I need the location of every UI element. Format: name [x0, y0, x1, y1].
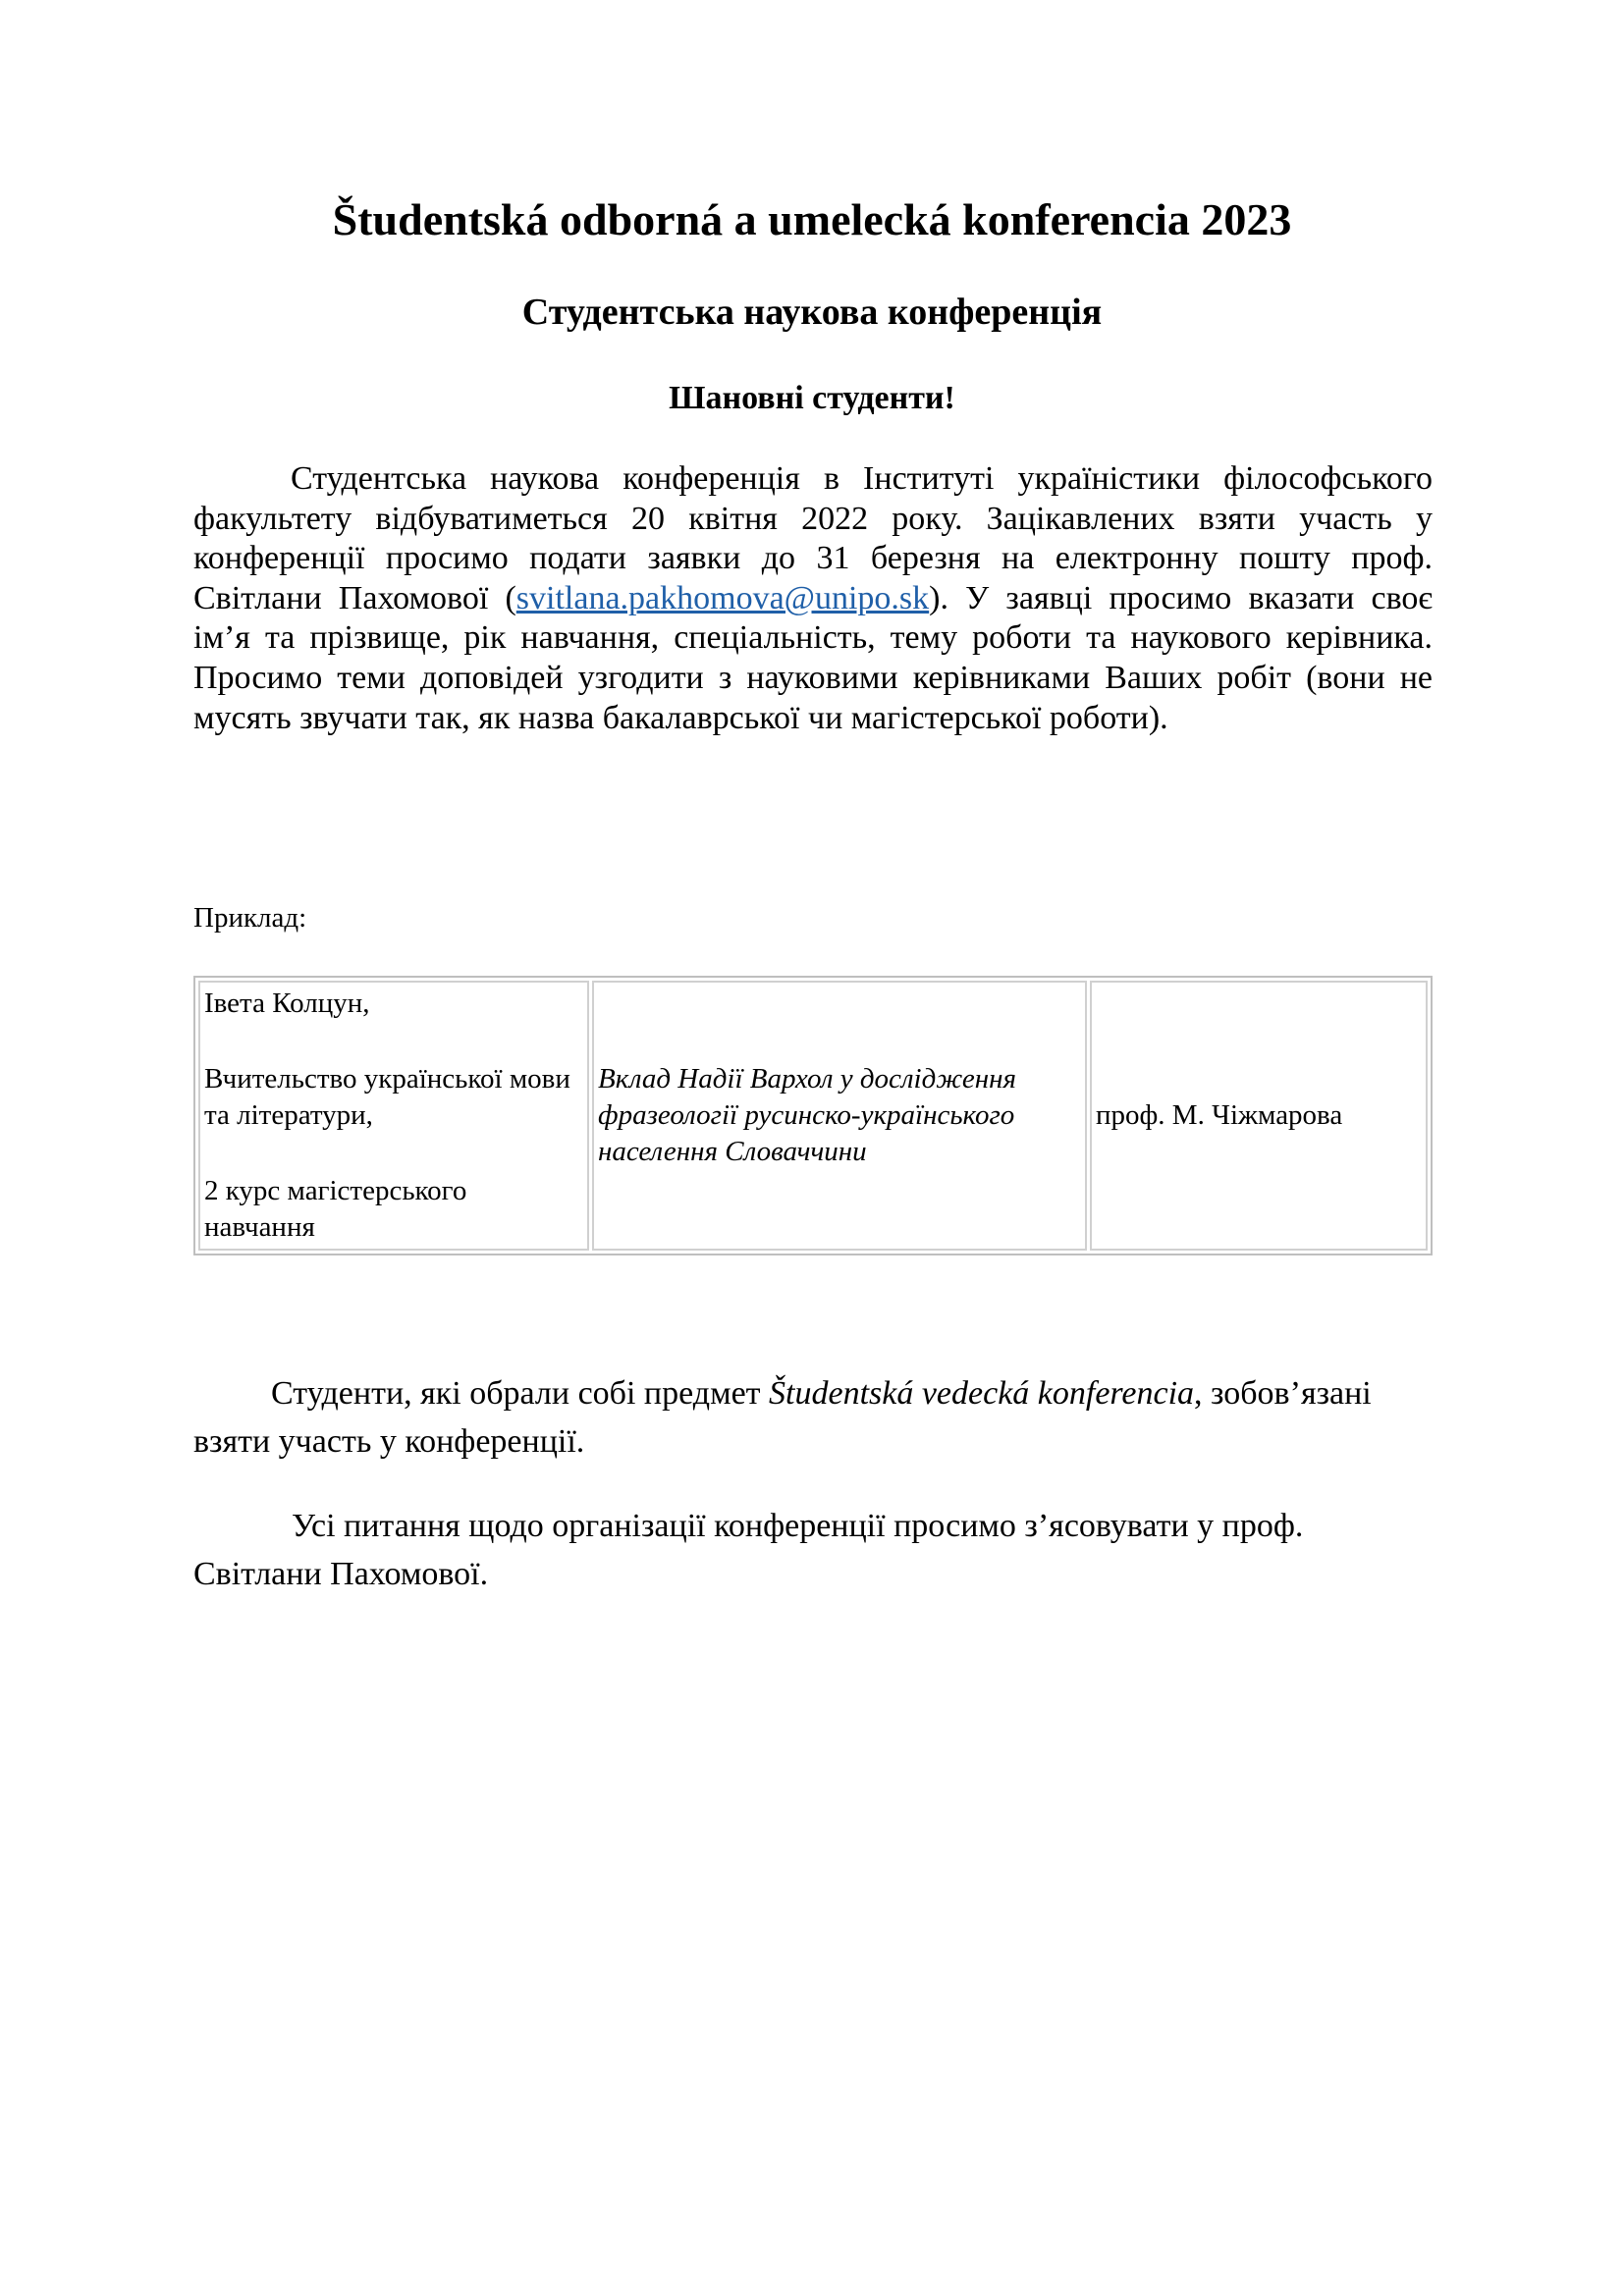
- intro-text-before-email: Студентська наукова конференція в Інституті україністики філософського факультету відбуватиметься 20 квітня 2022 року. Зацікавлених взяти участь у конференції просимо подати заявки до 31 березня на електронну пошту проф. Світлани Пахомової (: [193, 460, 1433, 616]
- example-supervisor: проф. М. Чіжмарова: [1096, 1099, 1343, 1131]
- example-student-year: 2 курс магістерського навчання: [204, 1175, 467, 1243]
- example-label: Приклад:: [193, 902, 307, 934]
- subject-note-paragraph: [193, 1369, 1433, 1466]
- example-topic: Вклад Надії Вархол у дослідження фразеології русинско-українського населення Словаччини: [598, 1063, 1016, 1167]
- example-supervisor-cell: [1090, 981, 1428, 1251]
- example-table: [193, 976, 1433, 1255]
- contact-note-paragraph: Усі питання щодо організації конференції просимо з’ясовувати у проф. Світлани Пахомової.: [193, 1508, 1304, 1592]
- example-student-name: Івета Колцун,: [204, 988, 370, 1019]
- intro-text-after-email: ). У заявці просимо вказати своє ім’я та прізвище, рік навчання, спеціальність, тему роботи та наукового керівника. Просимо теми доповідей узгодити з науковими керівниками Ваших робіт (вони не мусять звучати так, як назва бакалаврської чи магістерської роботи).: [193, 579, 1433, 736]
- intro-paragraph: [193, 459, 1433, 738]
- cell-spacer: [204, 1022, 583, 1061]
- subject-name: Študentská vedecká konferencia: [769, 1375, 1195, 1412]
- cell-spacer: [204, 1134, 583, 1173]
- document-title: Študentská odborná a umelecká konferencia 2023: [332, 194, 1292, 244]
- note1-text-after: , зобов’язані взяти участь у конференції.: [193, 1375, 1372, 1460]
- note1-text-before: Студенти, які обрали собі предмет: [271, 1375, 770, 1412]
- email-link[interactable]: svitlana.pakhomova@unipo.sk: [515, 579, 930, 616]
- greeting-heading: Шановні студенти!: [669, 380, 955, 416]
- document-subtitle: Студентська наукова конференція: [521, 292, 1103, 333]
- example-student-cell: [198, 981, 589, 1251]
- example-topic-cell: [592, 981, 1087, 1251]
- example-student-program: Вчительство української мови та літератури,: [204, 1063, 570, 1131]
